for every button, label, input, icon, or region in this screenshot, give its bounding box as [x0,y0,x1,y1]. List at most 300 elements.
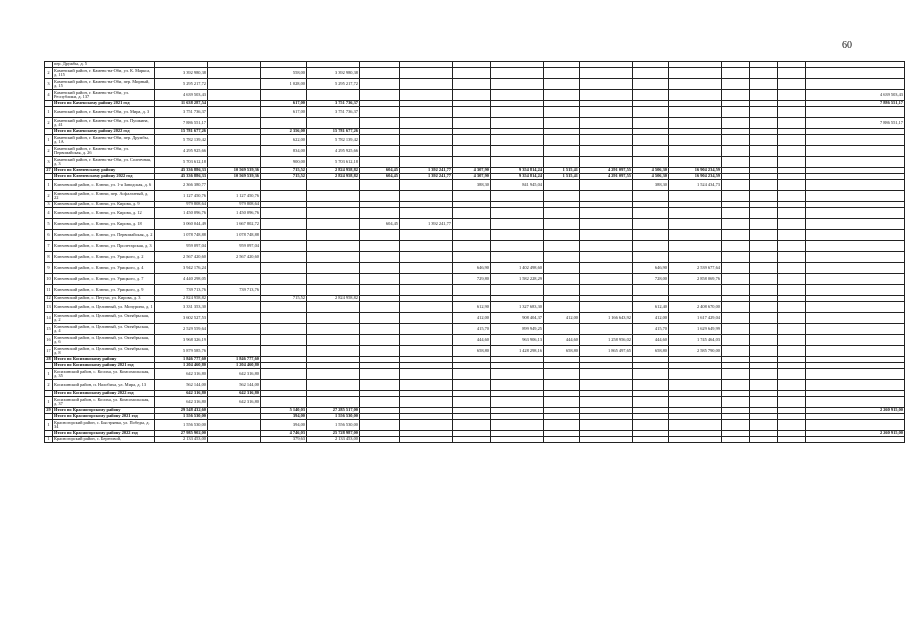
row-number: 1 [45,135,53,146]
value-cell-5: 604,45 [360,219,400,230]
value-cell-14 [750,107,778,118]
value-cell-5 [360,79,400,90]
value-cell-16 [806,346,905,357]
value-cell-8 [491,397,544,408]
value-cell-11 [633,146,669,157]
row-number: 13 [45,302,53,313]
value-cell-7: 415,70 [453,324,491,335]
value-cell-16 [806,79,905,90]
value-cell-1: 29 548 432,60 [155,408,208,414]
value-cell-6 [400,79,453,90]
value-cell-3 [261,302,307,313]
value-cell-5 [360,252,400,263]
value-cell-4 [307,285,360,296]
value-cell-7 [453,285,491,296]
value-cell-2 [208,346,261,357]
value-cell-5 [360,263,400,274]
row-number: 29 [46,407,51,413]
value-cell-2: 10 569 539,36 [208,168,261,174]
address-cell: Каменский район, г. Камень-на-Оби, ул. Первомайская, д. 26 [53,146,155,157]
value-cell-1: 11 638 287,54 [155,101,208,107]
address-cell: Каменский район, г. Камень-на-Оби, пер. Мирный, д. 15 [53,79,155,90]
value-cell-11: 612,40 [633,302,669,313]
value-cell-16 [806,420,905,431]
value-cell-1: 4 295 925,66 [155,146,208,157]
value-cell-13 [722,146,750,157]
value-cell-16 [806,313,905,324]
value-cell-4 [307,90,360,101]
table-row [45,68,905,79]
value-cell-13 [722,79,750,90]
program-table [44,61,905,443]
value-cell-7: 658,80 [453,346,491,357]
table-row [45,79,905,90]
address-cell: Ключевский район, с. Ключи, ул. 1-я Заводская, д. 6 [53,180,155,191]
table-row [45,191,905,202]
value-cell-9 [544,437,580,443]
value-cell-5 [360,274,400,285]
row-number: 1 [45,107,53,118]
value-cell-4 [307,219,360,230]
value-cell-4 [307,380,360,391]
value-cell-11: 415,70 [633,324,669,335]
table-row [45,420,905,431]
value-cell-14 [750,369,778,380]
value-cell-3: 617,00 [261,107,307,118]
value-cell-8 [491,135,544,146]
value-cell-14 [750,313,778,324]
value-cell-5 [360,380,400,391]
value-cell-3: 1 028,00 [261,79,307,90]
value-cell-9 [544,420,580,431]
value-cell-1: 27 985 902,00 [155,431,208,437]
value-cell-1: 1 127 450,76 [155,191,208,202]
value-cell-11 [633,90,669,101]
value-cell-7: 729,80 [453,274,491,285]
value-cell-3: 715,52 [261,168,307,174]
value-cell-8 [491,219,544,230]
value-cell-3: 2 356,00 [261,129,307,135]
value-cell-4: 3 751 736,37 [307,101,360,107]
value-cell-3 [261,208,307,219]
value-cell-14 [750,302,778,313]
value-cell-12: 2 408 670,00 [669,302,722,313]
value-cell-13 [722,252,750,263]
table-row [45,208,905,219]
value-cell-13 [722,369,750,380]
table-row [45,90,905,101]
value-cell-16: 7 886 551,17 [806,101,905,107]
value-cell-14 [750,135,778,146]
value-cell-3 [261,219,307,230]
value-cell-3 [261,252,307,263]
value-cell-2 [208,313,261,324]
value-cell-3 [261,369,307,380]
value-cell-6 [400,252,453,263]
value-cell-5 [360,397,400,408]
value-cell-9 [544,263,580,274]
value-cell-14 [750,397,778,408]
value-cell-3: 5 140,03 [261,408,307,414]
value-cell-2 [208,324,261,335]
address-cell: Ключевский район, п. Целинный, ул. Октябрьская, д. 2 [53,313,155,324]
value-cell-15 [778,79,806,90]
value-cell-13 [722,135,750,146]
table-row [45,285,905,296]
value-cell-16: 2 260 915,00 [806,408,905,414]
value-cell-8 [491,107,544,118]
value-cell-7 [453,369,491,380]
value-cell-13 [722,208,750,219]
table-row [45,252,905,263]
value-cell-5 [360,146,400,157]
value-cell-7 [453,219,491,230]
value-cell-6 [400,397,453,408]
value-cell-12: 1 524 434,73 [669,180,722,191]
value-cell-6 [400,324,453,335]
value-cell-8 [491,157,544,168]
value-cell-1: 1 846 777,60 [155,357,208,363]
value-cell-6 [400,335,453,346]
table-row [45,263,905,274]
value-cell-6 [400,191,453,202]
value-cell-11 [633,118,669,129]
value-cell-1: 15 781 677,26 [155,129,208,135]
value-cell-14 [750,420,778,431]
value-cell-5 [360,437,400,443]
total-label: Итого по Ключевскому району 2022 год [53,174,155,180]
value-cell-7 [453,146,491,157]
value-cell-13 [722,219,750,230]
value-cell-13 [722,397,750,408]
total-label: Итого по Красногорскому району [53,408,155,414]
value-cell-12 [669,90,722,101]
value-cell-12 [669,79,722,90]
value-cell-10 [580,191,633,202]
value-cell-15 [778,285,806,296]
value-cell-4: 3 751 736,37 [307,107,360,118]
value-cell-14 [750,230,778,241]
value-cell-9 [544,274,580,285]
value-cell-11: 4 506,30 [633,174,669,180]
row-number: 5 [45,219,53,230]
value-cell-6 [400,313,453,324]
value-cell-1: 562 144,00 [155,380,208,391]
value-cell-12 [669,146,722,157]
table-row [45,118,905,129]
address-cell: Ключевский район, с. Ключи, ул. Урицкого, д. 4 [53,263,155,274]
value-cell-5 [360,324,400,335]
row-number: 9 [45,263,53,274]
value-cell-14 [750,90,778,101]
value-cell-10 [580,180,633,191]
value-cell-1: 3 942 176,24 [155,263,208,274]
value-cell-5 [360,285,400,296]
value-cell-4: 27 285 517,00 [307,408,360,414]
value-cell-11: 4 506,30 [633,168,669,174]
value-cell-2: 979 808,64 [208,202,261,208]
value-cell-11: 444,60 [633,335,669,346]
table-row [45,146,905,157]
value-cell-1: 5 879 585,76 [155,346,208,357]
value-cell-12 [669,369,722,380]
value-cell-14 [750,380,778,391]
address-cell: пер. Дружбы, д. 5 [53,62,155,68]
row-number: 3 [45,157,53,168]
address-cell: Ключевский район, с. Ключи, пер. Асфальтный, д. 22 [53,191,155,202]
value-cell-5 [360,208,400,219]
total-label: Итого по Каменскому району 2022 год [53,129,155,135]
value-cell-4 [307,230,360,241]
value-cell-14 [750,68,778,79]
value-cell-5 [360,346,400,357]
row-number: 4 [45,208,53,219]
address-cell: Каменский район, г. Камень-на-Оби, ул. Республики, д. 137 [53,90,155,101]
value-cell-9 [544,219,580,230]
value-cell-10 [580,437,633,443]
value-cell-10 [580,90,633,101]
value-cell-3 [261,380,307,391]
value-cell-2: 642 316,80 [208,397,261,408]
value-cell-7 [453,230,491,241]
value-cell-2 [208,146,261,157]
value-cell-1: 2 133 453,00 [155,437,208,443]
value-cell-16 [806,219,905,230]
value-cell-15 [778,302,806,313]
value-cell-15 [778,180,806,191]
value-cell-2: 10 569 539,36 [208,174,261,180]
value-cell-16 [806,191,905,202]
value-cell-2: 1 846 777,60 [208,357,261,363]
value-cell-1: 2 824 958,82 [155,296,208,302]
value-cell-6 [400,274,453,285]
value-cell-16 [806,146,905,157]
value-cell-9: 412,00 [544,313,580,324]
value-cell-1: 2 366 380,77 [155,180,208,191]
value-cell-3 [261,180,307,191]
address-cell: Ключевский район, с. Ключи, ул. Урицкого, д. 9 [53,285,155,296]
value-cell-7: 646,90 [453,263,491,274]
value-cell-9: 1 515,41 [544,174,580,180]
value-cell-3: 900,00 [261,157,307,168]
value-cell-11 [633,285,669,296]
value-cell-8 [491,90,544,101]
value-cell-10 [580,118,633,129]
value-cell-8 [491,79,544,90]
value-cell-4 [307,302,360,313]
value-cell-4 [307,397,360,408]
value-cell-10 [580,252,633,263]
value-cell-8 [491,420,544,431]
value-cell-13 [722,68,750,79]
value-cell-3: 379,63 [261,437,307,443]
value-cell-11 [633,252,669,263]
value-cell-12 [669,437,722,443]
value-cell-8 [491,369,544,380]
address-cell: Каменский район, г. Камень-на-Оби, ул. Мира, д. 3 [53,107,155,118]
value-cell-15 [778,107,806,118]
value-cell-9 [544,118,580,129]
address-cell: Ключевский район, п. Целинный, ул. Октябрьская, д. 6 [53,335,155,346]
value-cell-11 [633,380,669,391]
value-cell-4: 15 781 677,26 [307,129,360,135]
value-cell-12 [669,107,722,118]
value-cell-3: 4 746,03 [261,431,307,437]
value-cell-2 [208,157,261,168]
address-cell: Каменский район, г. Камень-на-Оби, пер. Дружбы, д. 1А [53,135,155,146]
value-cell-12 [669,380,722,391]
value-cell-10: 1 865 497,65 [580,346,633,357]
value-cell-3 [261,118,307,129]
value-cell-12: 2 858 069,76 [669,274,722,285]
value-cell-9 [544,90,580,101]
value-cell-2 [208,180,261,191]
row-number: 27 [46,167,51,173]
table-row [45,274,905,285]
address-cell: Ключевский район, п. Целинный, ул. Октябрьская, д. 4 [53,324,155,335]
value-cell-12: 1 745 464,03 [669,335,722,346]
value-cell-5 [360,420,400,431]
value-cell-8 [491,118,544,129]
table-row [45,135,905,146]
value-cell-16 [806,68,905,79]
value-cell-16 [806,252,905,263]
value-cell-4 [307,191,360,202]
value-cell-8: 899 949,25 [491,324,544,335]
value-cell-11: 388,30 [633,180,669,191]
value-cell-12: 2 539 677,64 [669,263,722,274]
value-cell-16: 7 886 551,17 [806,118,905,129]
value-cell-13 [722,313,750,324]
value-cell-9 [544,135,580,146]
value-cell-3: 715,52 [261,174,307,180]
value-cell-15 [778,135,806,146]
value-cell-4 [307,180,360,191]
value-cell-13 [722,191,750,202]
value-cell-5 [360,302,400,313]
value-cell-4: 5 295 217,72 [307,79,360,90]
total-label: Итого по Косихинскому району 2022 год [53,391,155,397]
value-cell-2: 1 450 096,76 [208,208,261,219]
value-cell-2: 739 713,76 [208,285,261,296]
table-row [45,313,905,324]
value-cell-15 [778,191,806,202]
value-cell-15 [778,346,806,357]
value-cell-3: 622,00 [261,135,307,146]
row-number: 2 [45,380,53,391]
value-cell-2: 2 567 420,60 [208,252,261,263]
value-cell-2 [208,107,261,118]
value-cell-13 [722,274,750,285]
value-cell-13 [722,335,750,346]
value-cell-11: 646,90 [633,263,669,274]
value-cell-9 [544,369,580,380]
value-cell-3 [261,263,307,274]
value-cell-9 [544,241,580,252]
total-label: Итого по Красногорскому району 2021 год [53,414,155,420]
value-cell-2 [208,274,261,285]
row-number: 1 [45,437,53,443]
value-cell-14 [750,263,778,274]
value-cell-10 [580,146,633,157]
value-cell-11 [633,437,669,443]
value-cell-15 [778,274,806,285]
value-cell-9 [544,380,580,391]
value-cell-1: 4 440 298,05 [155,274,208,285]
value-cell-5 [360,180,400,191]
value-cell-9 [544,252,580,263]
value-cell-8 [491,252,544,263]
value-cell-10 [580,274,633,285]
address-cell: Косихинский район, с. Косиха, ул. Комсомольская, д. 37 [53,397,155,408]
value-cell-2: 1 127 450,76 [208,191,261,202]
value-cell-15 [778,208,806,219]
value-cell-15 [778,118,806,129]
value-cell-9 [544,79,580,90]
value-cell-15 [778,420,806,431]
value-cell-2 [208,79,261,90]
value-cell-10 [580,380,633,391]
value-cell-10: 4 291 097,55 [580,174,633,180]
row-number: 7 [45,241,53,252]
value-cell-2 [208,420,261,431]
value-cell-8: 9 354 814,24 [491,174,544,180]
value-cell-5 [360,118,400,129]
row-number: 6 [45,230,53,241]
value-cell-9 [544,285,580,296]
value-cell-13 [722,180,750,191]
value-cell-7 [453,241,491,252]
value-cell-5 [360,241,400,252]
value-cell-6 [400,68,453,79]
value-cell-1: 642 316,80 [155,397,208,408]
value-cell-14 [750,79,778,90]
value-cell-7: 612,90 [453,302,491,313]
address-cell: Каменский район, г. Камень-на-Оби, ул. К. Маркса, д. 115 [53,68,155,79]
value-cell-2: 1 667 802,72 [208,219,261,230]
value-cell-1: 5 703 612,18 [155,157,208,168]
address-cell: Красногорский район, с. Быстрянка, ул. Победы, д. 34 [53,420,155,431]
table-row [45,335,905,346]
address-cell: Ключевский район, с. Ключи, ул. Кирова, д. 18 [53,219,155,230]
value-cell-15 [778,335,806,346]
value-cell-9 [544,230,580,241]
value-cell-11: 728,00 [633,274,669,285]
value-cell-3: 558,00 [261,68,307,79]
value-cell-1: 3 751 736,37 [155,107,208,118]
value-cell-14 [750,335,778,346]
value-cell-1: 1 450 096,76 [155,208,208,219]
address-cell: Ключевский район, с. Ключи, ул. Первомайская, д. 2 [53,230,155,241]
row-number: 1 [45,180,53,191]
value-cell-9 [544,191,580,202]
value-cell-1: 979 808,64 [155,202,208,208]
value-cell-12: 1 629 649,99 [669,324,722,335]
value-cell-11 [633,135,669,146]
value-cell-4: 2 824 958,82 [307,296,360,302]
value-cell-10 [580,369,633,380]
value-cell-11 [633,241,669,252]
value-cell-8 [491,146,544,157]
value-cell-14 [750,157,778,168]
value-cell-7: 444,60 [453,335,491,346]
value-cell-16 [806,241,905,252]
value-cell-13 [722,90,750,101]
value-cell-12 [669,118,722,129]
address-cell: Косихинский район, с. Косиха, ул. Комсомольская, д. 35 [53,369,155,380]
value-cell-6: 1 392 241,77 [400,219,453,230]
value-cell-14 [750,219,778,230]
